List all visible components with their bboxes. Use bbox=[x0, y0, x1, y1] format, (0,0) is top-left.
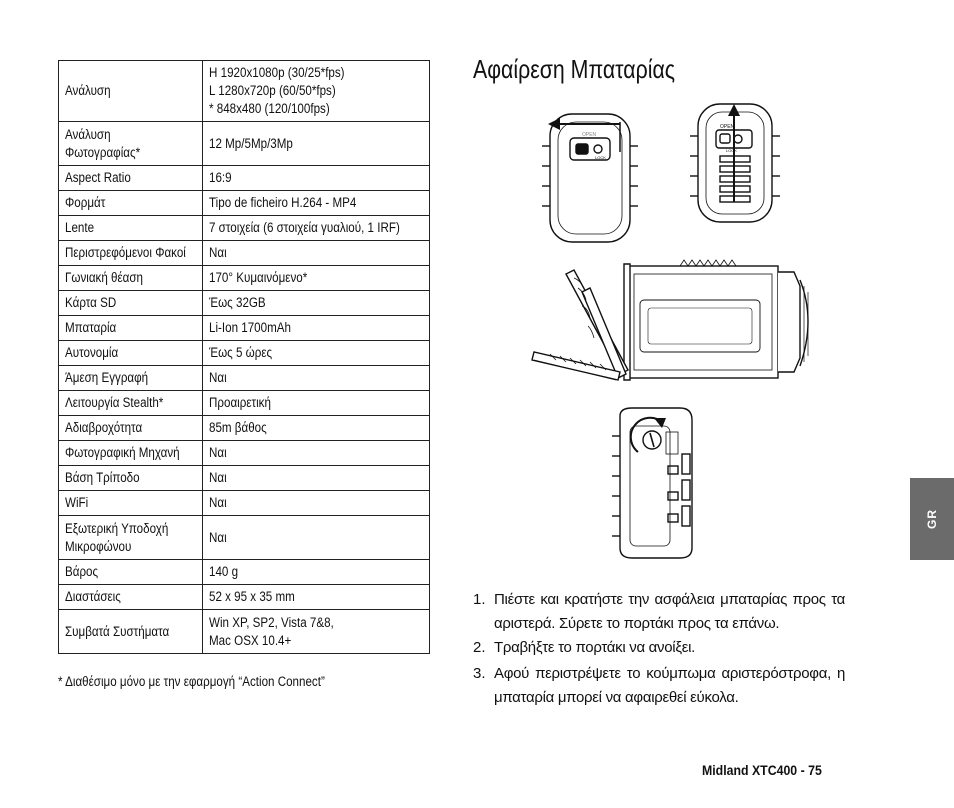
spec-value: H 1920x1080p (30/25*fps) L 1280x720p (60/50*fps) * 848x480 (120/100fps) bbox=[203, 61, 430, 122]
spec-value: 12 Mp/5Mp/3Mp bbox=[203, 122, 430, 166]
spec-value: Tipo de ficheiro H.264 - MP4 bbox=[203, 191, 430, 216]
page-footer: Midland XTC400 - 75 bbox=[702, 762, 822, 778]
figure-door-slide bbox=[690, 104, 780, 222]
spec-label: Συμβατά Συστήματα bbox=[59, 610, 203, 654]
step-text: Πιέστε και κρατήστε την ασφάλεια μπαταρίας προς τα αριστερά. Σύρετε το πορτάκι προς τα επάνω. bbox=[494, 591, 845, 632]
spec-value: Ναι bbox=[203, 491, 430, 516]
open-label: OPEN bbox=[582, 132, 597, 138]
spec-label: Εξωτερική Υποδοχή Μικροφώνου bbox=[59, 516, 203, 560]
spec-label: Ανάλυση Φωτογραφίας* bbox=[59, 122, 203, 166]
spec-value: Li-Ion 1700mAh bbox=[203, 316, 430, 341]
instruction-steps bbox=[473, 588, 845, 710]
spec-label: Αδιαβροχότητα bbox=[59, 416, 203, 441]
spec-row-resolution bbox=[59, 61, 430, 122]
spec-label: Βάση Τρίποδο bbox=[59, 466, 203, 491]
spec-row-dimensions bbox=[59, 585, 430, 610]
spec-label: Μπαταρία bbox=[59, 316, 203, 341]
spec-row-tripod-mount bbox=[59, 466, 430, 491]
spec-label: Γωνιακή θέαση bbox=[59, 266, 203, 291]
spec-row-sd-card bbox=[59, 291, 430, 316]
lock-label: LOCK bbox=[595, 155, 606, 160]
language-tab bbox=[910, 478, 954, 560]
spec-value: Win XP, SP2, Vista 7&8, Mac OSX 10.4+ bbox=[203, 610, 430, 654]
footnote: * Διαθέσιμο μόνο με την εφαρμογή “Action Connect” bbox=[58, 674, 325, 689]
spec-label: Διαστάσεις bbox=[59, 585, 203, 610]
spec-value: 7 στοιχεία (6 στοιχεία γυαλιού, 1 IRF) bbox=[203, 216, 430, 241]
figure-door-open bbox=[532, 260, 808, 380]
spec-row-photo-resolution bbox=[59, 122, 430, 166]
spec-label: Φορμάτ bbox=[59, 191, 203, 216]
step-2 bbox=[473, 636, 845, 660]
spec-value: Προαιρετική bbox=[203, 391, 430, 416]
spec-row-viewing-angle bbox=[59, 266, 430, 291]
spec-value: Ναι bbox=[203, 441, 430, 466]
spec-row-compatible-systems bbox=[59, 610, 430, 654]
spec-value: 85m βάθος bbox=[203, 416, 430, 441]
step-text: Τραβήξτε το πορτάκι να ανοίξει. bbox=[494, 639, 696, 656]
spec-value: 170° Κυμαινόμενο* bbox=[203, 266, 430, 291]
figure-latch-rotate bbox=[612, 408, 692, 558]
open-label: OPEN bbox=[720, 124, 735, 130]
figure-latch-slide bbox=[542, 114, 638, 242]
lock-label: LOCK bbox=[726, 148, 737, 153]
spec-row-photo-camera bbox=[59, 441, 430, 466]
spec-value: Ναι bbox=[203, 516, 430, 560]
spec-label: Lente bbox=[59, 216, 203, 241]
spec-label: WiFi bbox=[59, 491, 203, 516]
spec-label: Aspect Ratio bbox=[59, 166, 203, 191]
spec-row-external-mic bbox=[59, 516, 430, 560]
spec-label: Περιστρεφόμενοι Φακοί bbox=[59, 241, 203, 266]
spec-label: Λειτουργία Stealth* bbox=[59, 391, 203, 416]
spec-value: Ναι bbox=[203, 466, 430, 491]
spec-value: Έως 32GB bbox=[203, 291, 430, 316]
spec-value: Ναι bbox=[203, 241, 430, 266]
spec-label: Άμεση Εγγραφή bbox=[59, 366, 203, 391]
spec-value: 52 x 95 x 35 mm bbox=[203, 585, 430, 610]
spec-row-lens bbox=[59, 216, 430, 241]
spec-value: Έως 5 ώρες bbox=[203, 341, 430, 366]
spec-label: Φωτογραφική Μηχανή bbox=[59, 441, 203, 466]
spec-label: Ανάλυση bbox=[59, 61, 203, 122]
language-tab-label: GR bbox=[925, 509, 939, 529]
step-number: 1. bbox=[473, 591, 486, 608]
spec-label: Αυτονομία bbox=[59, 341, 203, 366]
spec-label: Βάρος bbox=[59, 560, 203, 585]
spec-row-aspect-ratio bbox=[59, 166, 430, 191]
spec-row-waterproof bbox=[59, 416, 430, 441]
spec-value: 16:9 bbox=[203, 166, 430, 191]
section-title: Αφαίρεση Μπαταρίας bbox=[473, 54, 676, 84]
step-number: 3. bbox=[473, 665, 486, 682]
battery-removal-illustrations bbox=[520, 96, 820, 566]
step-number: 2. bbox=[473, 639, 486, 656]
step-3 bbox=[473, 662, 845, 710]
spec-value: Ναι bbox=[203, 366, 430, 391]
spec-row-battery bbox=[59, 316, 430, 341]
step-text: Αφού περιστρέψετε το κούμπωμα αριστερόστροφα, η μπαταρία μπορεί να αφαιρεθεί εύκολα. bbox=[494, 665, 845, 706]
spec-row-stealth-mode bbox=[59, 391, 430, 416]
spec-row-weight bbox=[59, 560, 430, 585]
spec-row-wifi bbox=[59, 491, 430, 516]
step-1 bbox=[473, 588, 845, 636]
spec-label: Κάρτα SD bbox=[59, 291, 203, 316]
spec-value: 140 g bbox=[203, 560, 430, 585]
spec-row-format bbox=[59, 191, 430, 216]
spec-table bbox=[58, 60, 430, 654]
spec-row-instant-record bbox=[59, 366, 430, 391]
spec-row-autonomy bbox=[59, 341, 430, 366]
spec-row-rotating-lens bbox=[59, 241, 430, 266]
